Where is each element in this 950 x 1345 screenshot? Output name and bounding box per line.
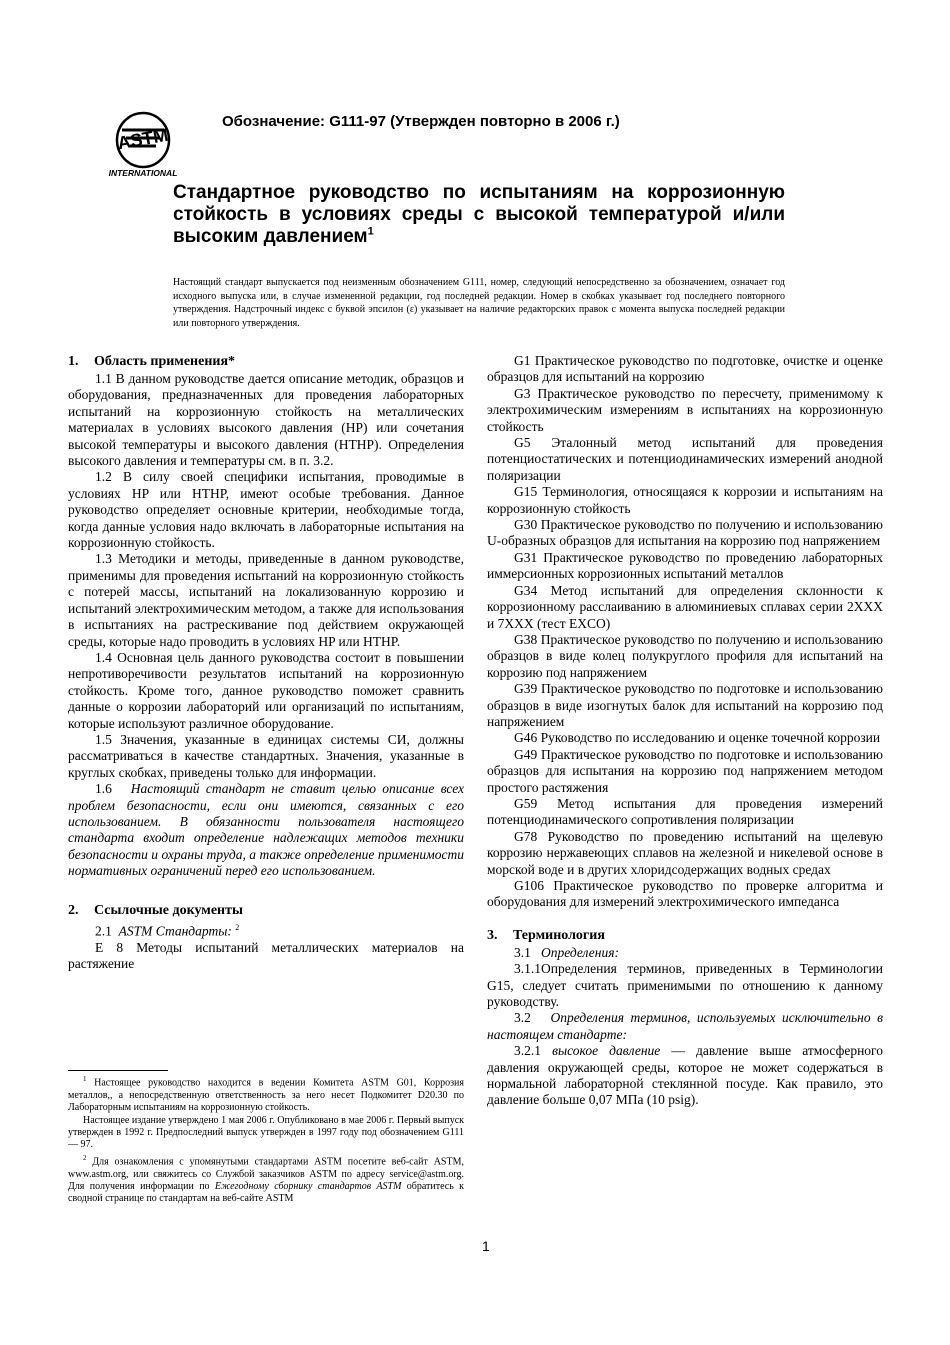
reference-item: G38 Практическое руководство по получению и использованию образцов в виде колец полукруглого профиля для испытаний на коррозию под напряжением <box>487 631 883 680</box>
reference-item: G106 Практическое руководство по проверке алгоритма и оборудования для измерений электрохимического импеданса <box>487 878 883 910</box>
footnote-1-edition: Настоящее издание утверждено 1 мая 2006 г. Опубликовано в мае 2006 г. Первый выпуск утвержден в 1992 г. Предпоследний выпуск утвержден в 1997 году под обозначением G111 — 97. <box>68 1114 464 1151</box>
paragraph-3-2-1: 3.2.1 высокое давление — давление выше атмосферного давления окружающей среды, которое не может содержаться в нормальной лабораторной стеклянной посуде. Как правило, это давление больше 0,07 МПа (10 psig). <box>487 1043 883 1108</box>
reference-item: G5 Эталонный метод испытаний для проведения потенциостатических и потенциодинамических измерений анодной поляризации <box>487 435 883 483</box>
paragraph-1-3: 1.3 Методики и методы, приведенные в данном руководстве, применимы для проведения испытаний на коррозионную стойкость с потерей массы, испытаний на локализованную коррозию и испытаний электрохимическим методом, а также для использования в испытаниях на растрескивание под действием окружающей среды, которые надо проводить в условиях HP или HTHP. <box>68 551 464 649</box>
footnote-2: $^2$ Для ознакомления с упомянутыми стандартами ASTM посетите веб-сайт ASTM, www.astm.org, или свяжитесь со Службой заказчиков ASTM по адресу service@astm.org. Для получения информации по Ежегодному сборнику стандартов ASTM обратитесь к сводной странице по стандартам на веб-сайте ASTM <box>68 1153 464 1205</box>
astm-logo <box>100 110 186 178</box>
reference-item: G78 Руководство по проведению испытаний на щелевую коррозию нержавеющих сплавов на железной и никелевой основе в морской воде и в других хлоридсодержащих водных средах <box>487 828 883 877</box>
reference-e8: E 8 Методы испытаний металлических материалов на растяжение <box>68 939 464 971</box>
title-text: Стандартное руководство по испытаниям на коррозионную стойкость в условиях среды с высокой температурой и/или высоким давлением <box>173 182 785 247</box>
paragraph-1-4: 1.4 Основная цель данного руководства состоит в повышении непротиворечивости результатов испытаний на коррозионную стойкость. Кроме того, данное руководство поможет сравнить данные о коррозии лабораторий или организаций по испытаниям, которые используют различное оборудование. <box>68 649 464 731</box>
designation: Обозначение: G111-97 (Утвержден повторно в 2006 г.) <box>222 113 620 130</box>
section-2-heading: 2. Ссылочные документы <box>68 902 243 918</box>
reference-item: G59 Метод испытания для проведения измерений потенциодинамического сопротивления поляризации <box>487 795 883 828</box>
reference-list <box>487 353 883 911</box>
astm-logo-icon <box>100 110 186 178</box>
page-number: 1 <box>482 1238 490 1254</box>
footnote-1: $^1$ Настоящее руководство находится в ведении Комитета ASTM G01, Коррозия металлов,, а непосредственную ответственность за него несет Подкомитет D20.30 по Лабораторным испытаниям на коррозионную стойкость. <box>68 1075 464 1114</box>
reference-item: G30 Практическое руководство по получению и использованию U-образных образцов для испытания на коррозию под напряжением <box>487 517 883 549</box>
svg-text:ASTM: ASTM <box>115 124 170 154</box>
reference-item: G3 Практическое руководство по пересчету, применимому к электрохимическим измерениям в испытаниях на коррозионную стойкость <box>487 385 883 434</box>
reference-item: G46 Руководство по исследованию и оценке точечной коррозии <box>514 730 881 746</box>
left-column <box>68 353 464 972</box>
paragraph-3-1-1: 3.1.1Определения терминов, приведенных в Терминологии G15, следует считать применимыми по отношению к данному руководству. <box>487 961 883 1010</box>
reference-item: G31 Практическое руководство по проведению лабораторных иммерсионных коррозионных испытаний металлов <box>487 549 883 582</box>
paragraph-1-6: 1.6 Настоящий стандарт не ставит целью описание всех проблем безопасности, если они имеются, связанных с его использованием. В обязанности пользователя настоящего стандарта входит определение надлежащих методов техники безопасности и охраны труда, а также определение применимости нормативных ограничений перед его использованием. <box>68 781 464 879</box>
paragraph-1-2: 1.2 В силу своей специфики испытания, проводимые в условиях HP или HTHP, имеют особые требования. Данное руководство определяет основные критерии, необходимые тогда, когда данные условия надо включать в лабораторные испытания на коррозионную стойкость. <box>68 469 464 551</box>
logo-caption: INTERNATIONAL <box>108 168 178 178</box>
title-footnote-mark: 1 <box>367 225 374 238</box>
reference-item: G34 Метод испытаний для определения склонности к коррозионному расслаиванию в алюминиевых сплавах серии 2XXX и 7XXX (тест EXCO) <box>487 582 883 631</box>
paragraph-3-2: 3.2 Определения терминов, используемых исключительно в настоящем стандарте: <box>487 1010 884 1042</box>
reference-item: G15 Терминология, относящаяся к коррозии и испытаниям на коррозионную стойкость <box>487 484 883 516</box>
paragraph-1-1: 1.1 В данном руководстве дается описание методик, образцов и оборудования, предназначенных для проведения лабораторных испытаний на коррозионную стойкость на металлических материалах в условиях высокого давления (HP) или сочетания высокой температуры и высокого давления (HTHP). Определения высокого давления и температуры см. в п. 3.2. <box>68 371 464 469</box>
paragraph-2-1: 2.1 ASTM Стандарты: $^2$ <box>95 922 240 939</box>
right-column <box>487 353 883 1109</box>
reference-item: G1 Практическое руководство по подготовке, очистке и оценке образцов для испытаний на коррозию <box>487 353 883 385</box>
paragraph-3-1: 3.1 Определения: <box>514 944 619 960</box>
reference-item: G49 Практическое руководство по подготовке и использованию образцов для испытания на коррозию под напряжением методом простого растяжения <box>487 746 883 795</box>
footnotes <box>68 1073 464 1206</box>
section-1-heading: 1. Область применения* <box>68 354 236 369</box>
paragraph-1-5: 1.5 Значения, указанные в единицах системы СИ, должны рассматриваться в качестве стандартных. Значения, указанные в круглых скобках, приведены только для информации. <box>68 731 464 780</box>
footnote-divider <box>68 1070 168 1071</box>
section-3-heading: 3. Терминология <box>487 927 605 943</box>
standard-notice: Настоящий стандарт выпускается под неизменным обозначением G111, номер, следующий непосредственно за обозначением, означает год исходного выпуска или, в случае измененной редакции, год последней редакции. Номер в скобках указывает год последнего повторного утверждения. Надстрочный индекс с буквой эпсилон (ε) указывает на наличие редакторских правок с момента выпуска последней редакции или повторного утверждения. <box>173 277 785 329</box>
reference-item: G39 Практическое руководство по подготовке и использованию образцов в виде изогнутых балок для испытаний на коррозию под напряжением <box>487 681 883 729</box>
document-title <box>173 182 785 248</box>
